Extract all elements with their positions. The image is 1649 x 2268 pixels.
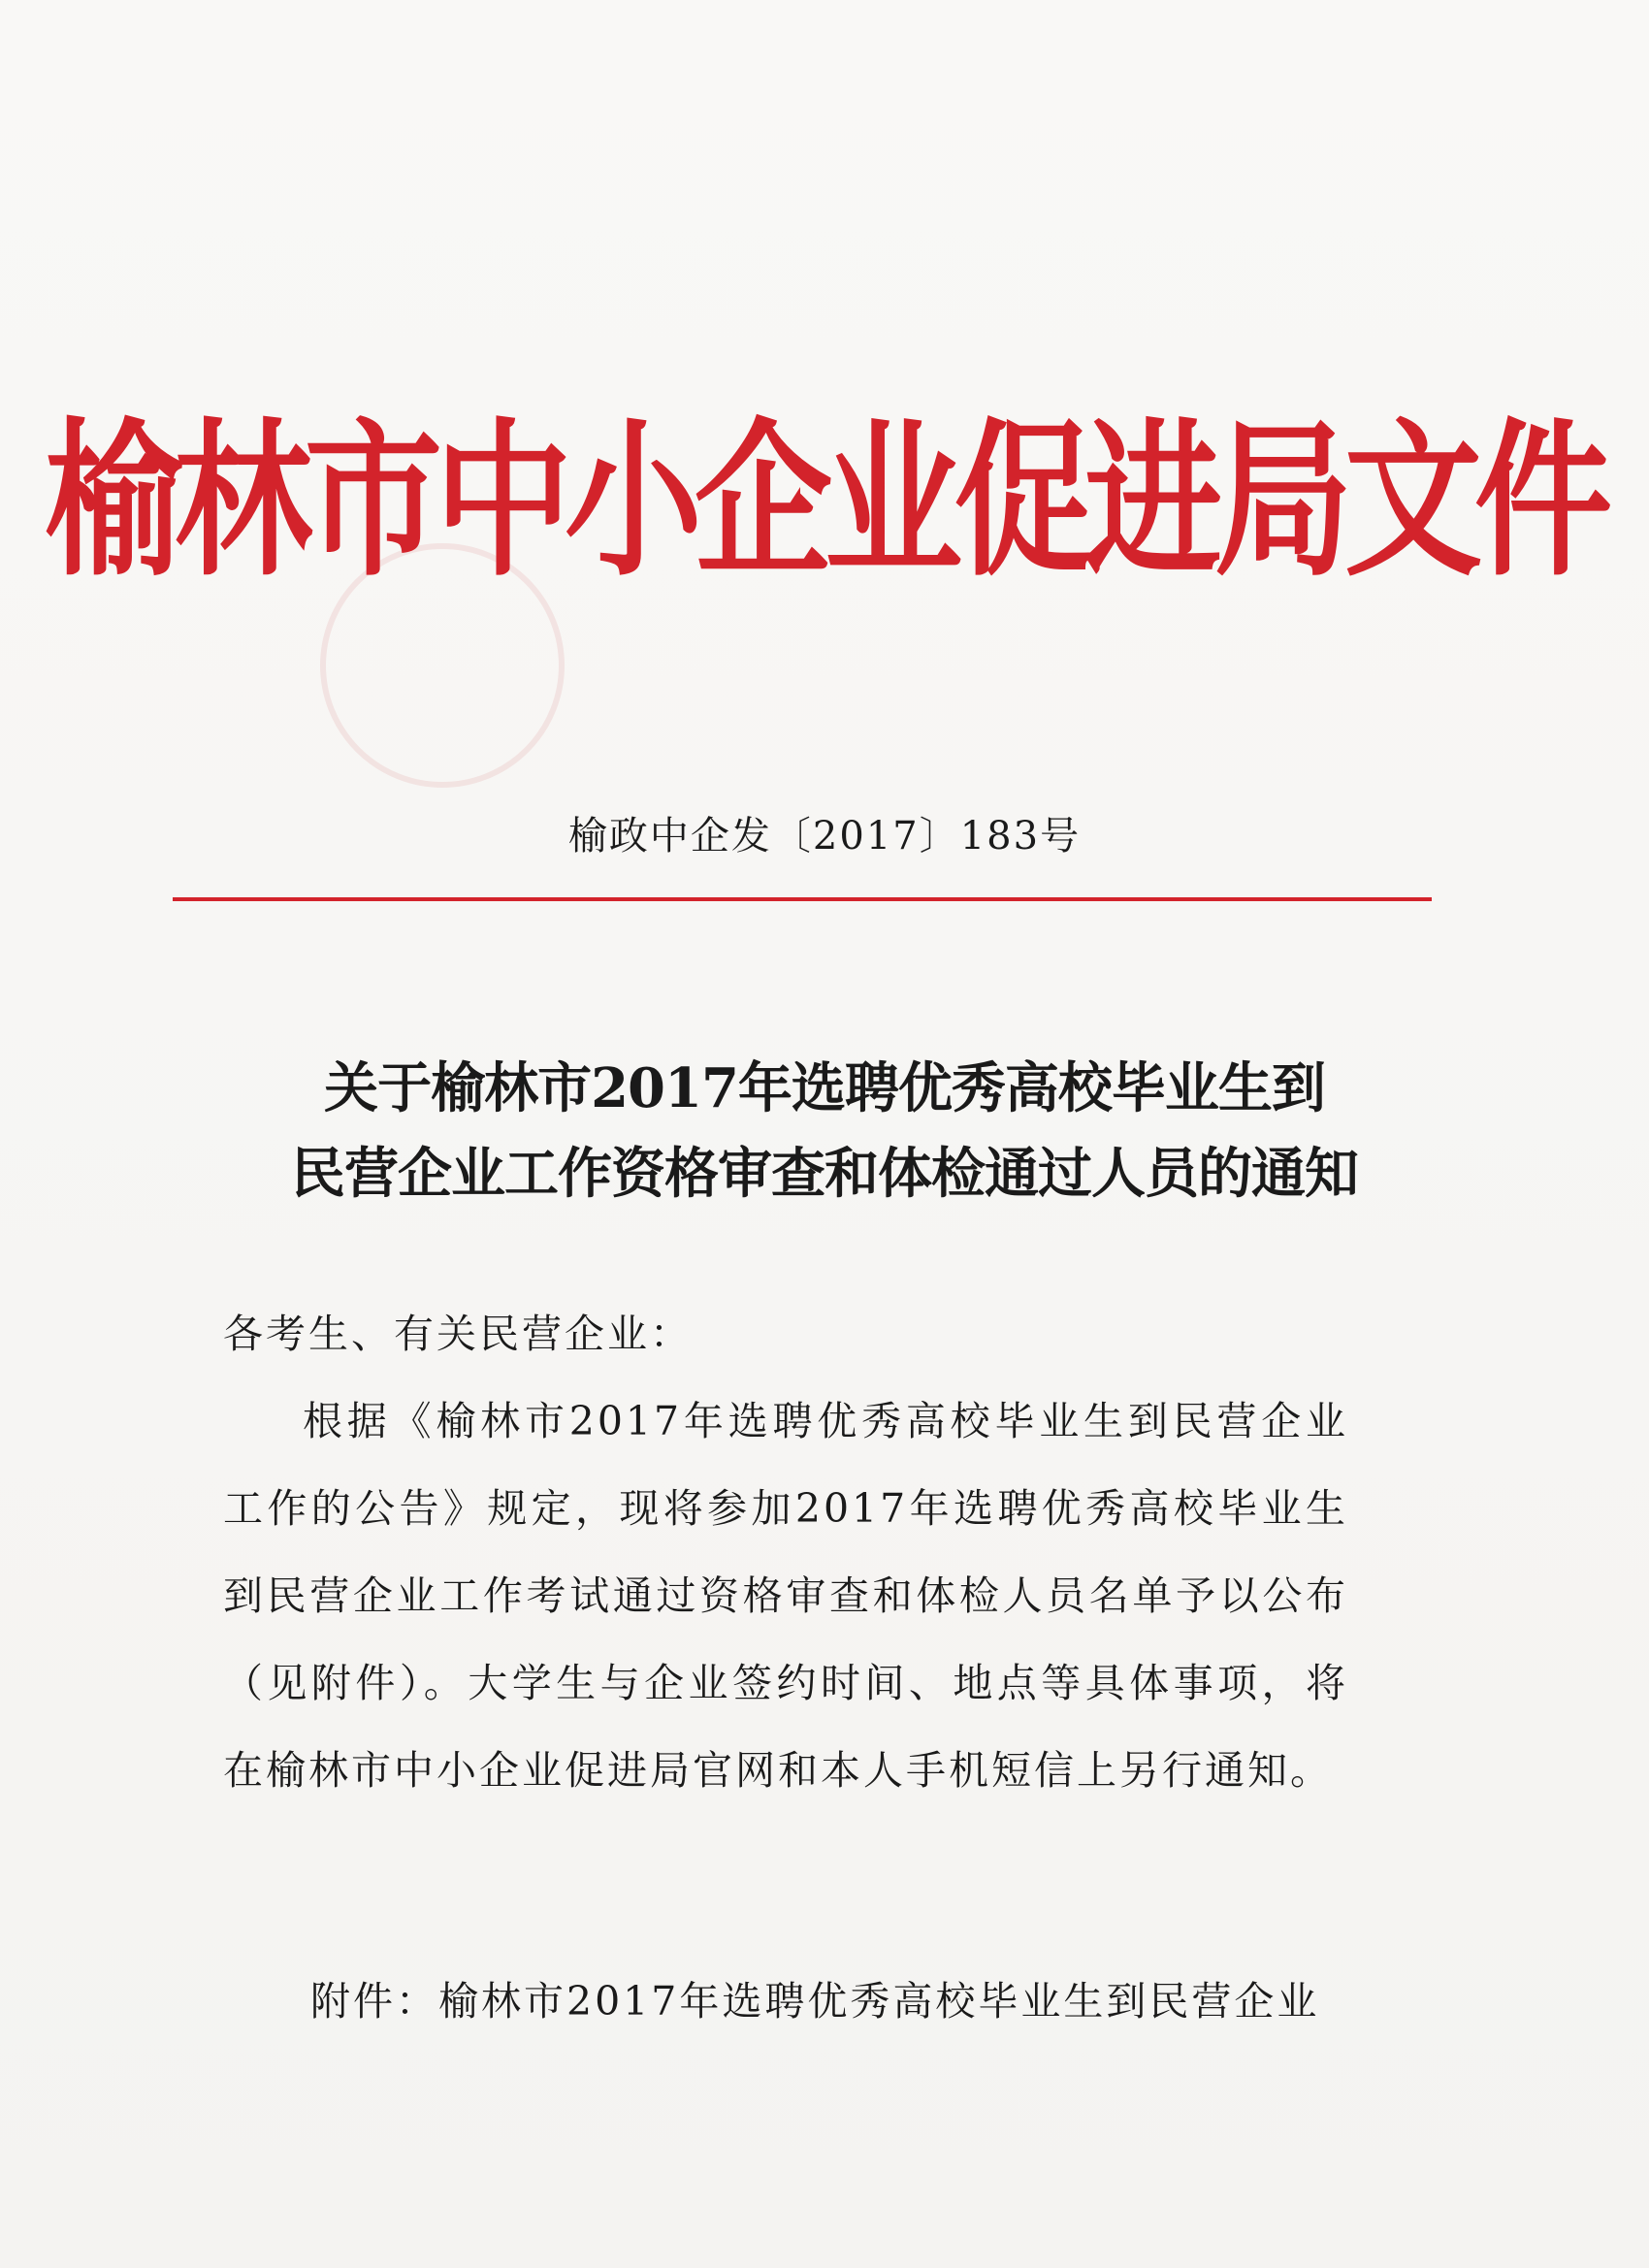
attachment-line: 附件：榆林市2017年选聘优秀高校毕业生到民营企业 [310,1978,1320,2025]
agency-letterhead-title: 榆林市中小企业促进局文件 [45,403,1604,599]
document-number: 榆政中企发〔2017〕183号 [567,814,1082,859]
notice-title-line-2: 民营企业工作资格审查和体检通过人员的通知 [291,1142,1358,1206]
notice-body [223,1290,1348,1814]
body-paragraph: 根据《榆林市2017年选聘优秀高校毕业生到民营企业工作的公告》规定，现将参加2017年选聘优秀高校毕业生到民营企业工作考试通过资格审查和体检人员名单予以公布（见附件）。大学生与企业签约时间、地点等具体事项，将在榆林市中小企业促进局官网和本人手机短信上另行通知。 [223,1398,1348,1794]
notice-title [0,1046,1649,1216]
salutation: 各考生、有关民营企业： [223,1311,693,1357]
red-divider-line [173,897,1432,901]
notice-title-line-1: 关于榆林市2017年选聘优秀高校毕业生到 [324,1056,1325,1120]
